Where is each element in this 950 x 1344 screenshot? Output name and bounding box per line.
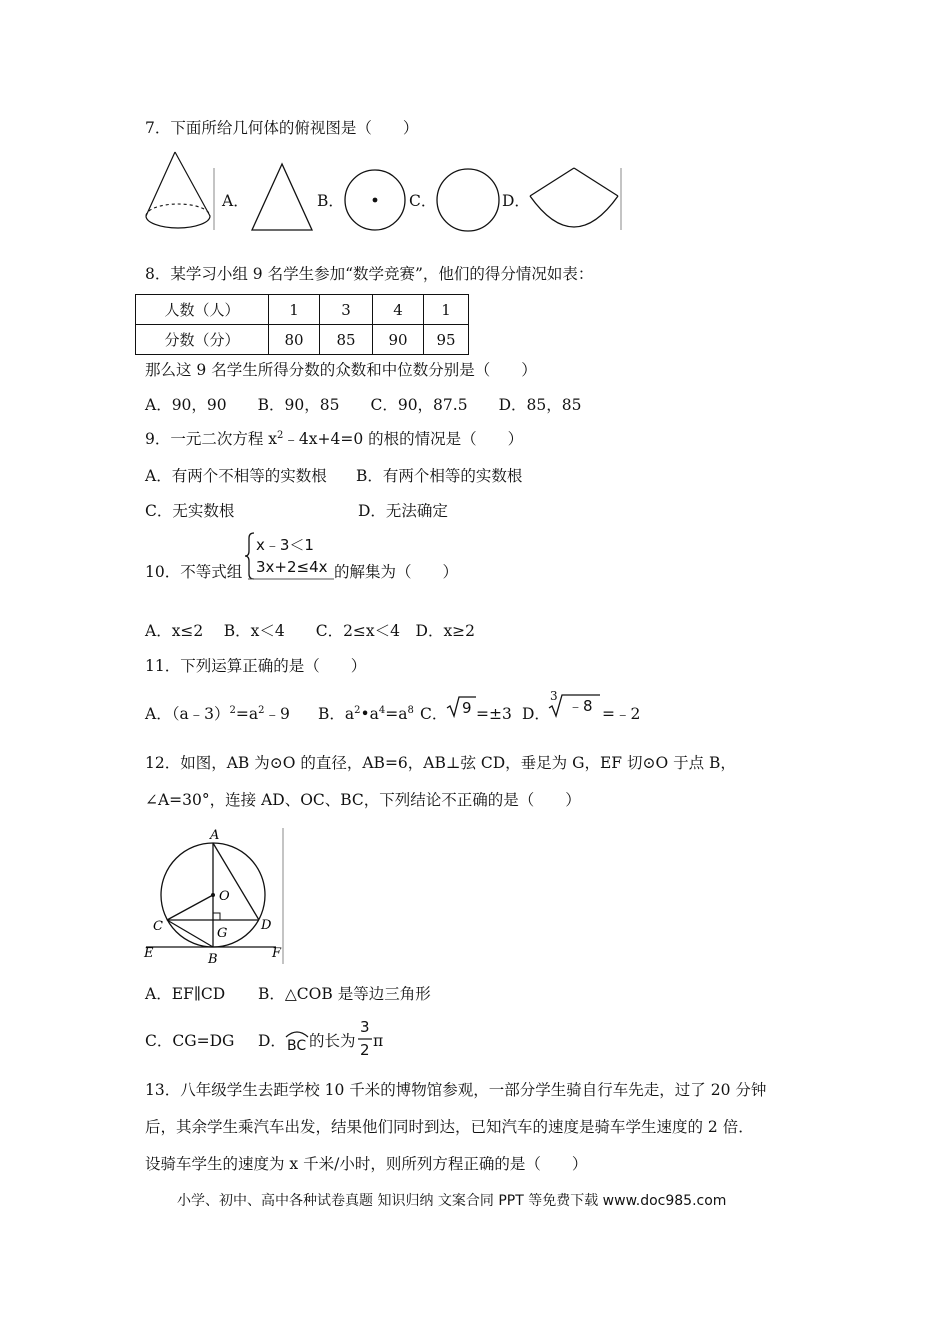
- q11-a-label: A．（a﹣3）: [145, 705, 230, 723]
- q13-line-1: 13．八年级学生去距学校 10 千米的博物馆参观，一部分学生骑自行车先走，过了 20 分钟: [145, 1081, 767, 1099]
- q9-stem-prefix: 9．一元二次方程 x: [145, 430, 278, 448]
- cone-solid-figure: [140, 150, 220, 234]
- point-label-a: A: [210, 828, 220, 843]
- point-label-e: E: [144, 946, 154, 961]
- q7-stem: 7．下面所给几何体的俯视图是（ ）: [145, 119, 419, 137]
- divider-line: [620, 168, 622, 230]
- q11-b-mid2: =a: [385, 705, 408, 723]
- inequality-line-1: x﹣3＜1: [256, 536, 314, 554]
- q12-option-c: C．CG=DG: [145, 1032, 235, 1050]
- q12-option-d-mid: 的长为: [309, 1032, 356, 1050]
- q11-d-root-index: 3: [550, 689, 558, 703]
- q7-option-d-label: D．: [502, 192, 530, 210]
- fraction-denominator: 2: [360, 1041, 370, 1059]
- q12-line-1: 12．如图，AB 为⊙O 的直径，AB=6，AB⊥弦 CD，垂足为 G，EF 切⊙O 于点 B，: [145, 754, 736, 772]
- q9-option-a: A．有两个不相等的实数根: [145, 467, 327, 485]
- divider-line: [213, 168, 215, 230]
- point-label-g: G: [217, 926, 228, 941]
- q11-c-end: =±3: [476, 705, 512, 723]
- circle-geometry-figure: [140, 824, 290, 968]
- table-cell: 95: [424, 325, 469, 355]
- q11-option-b: [318, 704, 414, 724]
- q11-a-end: ﹣9: [264, 705, 290, 723]
- page-footer: 小学、初中、高中各种试卷真题 知识归纳 文案合同 PPT 等免费下载 www.doc985.com: [177, 1193, 727, 1209]
- q10-stem-prefix: 10．不等式组: [145, 563, 243, 581]
- q11-b-label: B．a: [318, 705, 355, 723]
- exponent: 2: [277, 430, 284, 441]
- point-label-f: F: [272, 946, 282, 961]
- q8-question: 那么这 9 名学生所得分数的众数和中位数分别是（ ）: [145, 361, 537, 379]
- q12-option-d-label: D．: [258, 1032, 286, 1050]
- q11-a-mid: =a: [235, 705, 259, 723]
- q7-option-d-sector: [528, 166, 624, 234]
- point-label-c: C: [153, 919, 163, 934]
- q13-line-2: 后，其余学生乘汽车出发，结果他们同时到达，已知汽车的速度是骑车学生速度的 2 倍．: [145, 1118, 754, 1136]
- q12-option-d-arc-label: BC: [287, 1038, 307, 1054]
- q11-option-a: [145, 704, 290, 724]
- q11-stem: 11．下列运算正确的是（ ）: [145, 657, 367, 675]
- q10-options: A．x≤2 B．x＜4 C．2≤x＜4 D．x≥2: [145, 622, 476, 640]
- q13-line-3: 设骑车学生的速度为 x 千米/小时，则所列方程正确的是（ ）: [145, 1155, 588, 1173]
- exponent: 8: [407, 705, 414, 716]
- inequality-line-2: 3x+2≤4x: [256, 558, 328, 576]
- q9-option-b: B．有两个相等的实数根: [356, 467, 523, 485]
- exponent: 4: [378, 705, 386, 716]
- q11-option-d-label: D．: [522, 705, 550, 723]
- table-cell: 分数（分）: [136, 325, 269, 355]
- table-row: [136, 295, 469, 325]
- point-label-o: O: [219, 889, 230, 904]
- q12-option-b: B．△COB 是等边三角形: [258, 985, 431, 1003]
- exponent: 2: [258, 705, 265, 716]
- score-table: [135, 294, 469, 355]
- q8-options: A．90，90 B．90，85 C．90，87.5 D．85，85: [145, 396, 582, 414]
- q7-option-a-label: A．: [222, 192, 249, 210]
- q11-d-radicand: ﹣8: [568, 697, 593, 715]
- q7-option-c-label: C．: [409, 192, 437, 210]
- fraction-numerator: 3: [360, 1018, 370, 1036]
- q11-option-c-label: C．: [420, 705, 448, 723]
- q12-option-a: A．EF∥CD: [145, 985, 226, 1003]
- q11-b-mid: •a: [360, 705, 379, 723]
- q7-option-c-circle: [434, 166, 502, 234]
- inequality-system: [244, 532, 334, 580]
- q11-c-radicand: 9: [462, 699, 472, 717]
- point-label-d: D: [261, 918, 272, 933]
- pi-symbol: π: [373, 1032, 384, 1050]
- table-cell: 1: [269, 295, 320, 325]
- left-brace-icon: [244, 532, 256, 580]
- table-cell: 1: [424, 295, 469, 325]
- table-cell: 85: [320, 325, 373, 355]
- q7-option-b-circle-with-center: [342, 167, 408, 233]
- exponent: 2: [354, 705, 361, 716]
- q9-stem-suffix: ﹣4x+4=0 的根的情况是（ ）: [283, 430, 524, 448]
- underline: [248, 578, 334, 580]
- table-cell: 80: [269, 325, 320, 355]
- table-cell: 人数（人）: [136, 295, 269, 325]
- q9-option-d: D．无法确定: [358, 502, 448, 520]
- q9-option-c: C．无实数根: [145, 502, 235, 520]
- exponent: 2: [229, 705, 236, 716]
- q7-option-a-triangle: [250, 162, 316, 232]
- q9-stem: [145, 429, 523, 449]
- table-row: [136, 325, 469, 355]
- q12-line-2: ∠A=30°，连接 AD、OC、BC，下列结论不正确的是（ ）: [145, 791, 581, 809]
- q11-d-end: =﹣2: [602, 705, 641, 723]
- table-cell: 4: [373, 295, 424, 325]
- point-label-b: B: [208, 952, 218, 967]
- q10-stem-suffix: 的解集为（ ）: [334, 563, 459, 581]
- table-cell: 90: [373, 325, 424, 355]
- q7-option-b-label: B．: [317, 192, 344, 210]
- q8-stem: 8．某学习小组 9 名学生参加“数学竞赛”，他们的得分情况如表：: [145, 265, 594, 283]
- table-cell: 3: [320, 295, 373, 325]
